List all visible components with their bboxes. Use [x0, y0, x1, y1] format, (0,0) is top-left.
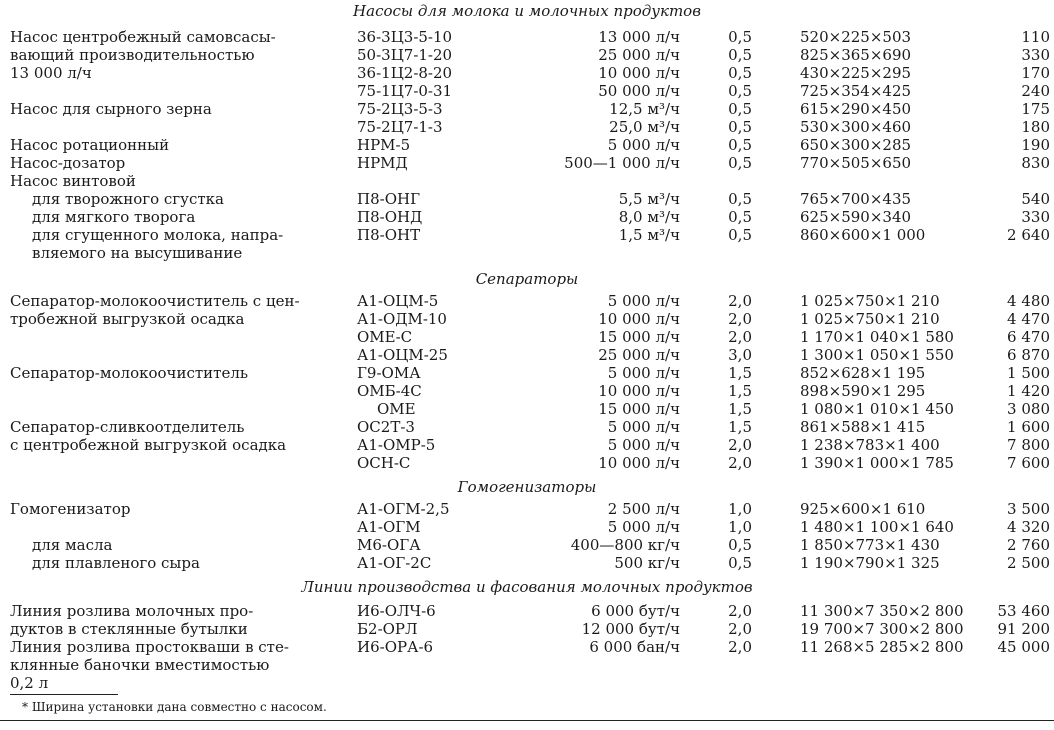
- table-row: [0, 500, 1054, 518]
- row-dimensions: 1 238×783×1 400: [800, 436, 940, 454]
- table-row: [0, 382, 1054, 400]
- row-capacity: 50 000 л/ч: [598, 82, 680, 100]
- row-capacity: 6 000 бан/ч: [589, 638, 680, 656]
- row-mass: 830: [1021, 154, 1050, 172]
- row-dimensions: 19 700×7 300×2 800: [800, 620, 964, 638]
- table-row: [0, 418, 1054, 436]
- row-dimensions: 825×365×690: [800, 46, 912, 64]
- table-row: [0, 656, 1054, 674]
- table-row: [0, 436, 1054, 454]
- table-row: [0, 190, 1054, 208]
- table-row: [0, 28, 1054, 46]
- row-power: 0,5: [728, 536, 752, 554]
- row-dimensions: 615×290×450: [800, 100, 912, 118]
- row-mass: 110: [1021, 28, 1050, 46]
- row-power: 1,0: [728, 500, 752, 518]
- row-name: Насос винтовой: [10, 172, 136, 190]
- row-power: 0,5: [728, 82, 752, 100]
- row-model: Г9-ОМА: [357, 364, 421, 382]
- row-capacity: 25,0 м³/ч: [609, 118, 680, 136]
- table-row: [0, 82, 1054, 100]
- table-row: [0, 364, 1054, 382]
- table-row: [0, 400, 1054, 418]
- row-mass: 330: [1021, 46, 1050, 64]
- row-power: 2,0: [728, 620, 752, 638]
- row-name: Сепаратор-сливкоотделитель: [10, 418, 245, 436]
- row-mass: 7 600: [1007, 454, 1050, 472]
- row-name: для мягкого творога: [32, 208, 196, 226]
- row-capacity: 25 000 л/ч: [598, 46, 680, 64]
- table-row: [0, 226, 1054, 244]
- row-capacity: 5 000 л/ч: [607, 364, 680, 382]
- row-name: Сепаратор-молокоочиститель: [10, 364, 249, 382]
- row-name: Линия розлива простокваши в сте-: [10, 638, 289, 656]
- row-model: ОСН-С: [357, 454, 411, 472]
- row-capacity: 13 000 л/ч: [598, 28, 680, 46]
- row-dimensions: 770×505×650: [800, 154, 912, 172]
- row-dimensions: 11 268×5 285×2 800: [800, 638, 964, 656]
- row-capacity: 2 500 л/ч: [607, 500, 680, 518]
- row-model: НРМД: [357, 154, 408, 172]
- row-power: 1,5: [728, 382, 752, 400]
- table-row: [0, 620, 1054, 638]
- row-dimensions: 1 190×790×1 325: [800, 554, 940, 572]
- row-power: 0,5: [728, 154, 752, 172]
- row-dimensions: 861×588×1 415: [800, 418, 926, 436]
- row-model: А1-ОГМ: [357, 518, 421, 536]
- row-dimensions: 650×300×285: [800, 136, 912, 154]
- row-name: вающий производительностью: [10, 46, 255, 64]
- table-row: [0, 638, 1054, 656]
- row-mass: 6 470: [1007, 328, 1050, 346]
- row-mass: 3 080: [1007, 400, 1050, 418]
- row-mass: 175: [1021, 100, 1050, 118]
- row-name: Насос-дозатор: [10, 154, 126, 172]
- row-dimensions: 852×628×1 195: [800, 364, 926, 382]
- row-dimensions: 725×354×425: [800, 82, 912, 100]
- row-model: 75-2Ц3-5-3: [357, 100, 443, 118]
- row-power: 0,5: [728, 554, 752, 572]
- row-model: П8-ОНГ: [357, 190, 421, 208]
- row-model: М6-ОГА: [357, 536, 421, 554]
- row-model: ОМЕ: [377, 400, 416, 418]
- table-row: [0, 244, 1054, 262]
- row-dimensions: 11 300×7 350×2 800: [800, 602, 964, 620]
- row-capacity: 8,0 м³/ч: [618, 208, 680, 226]
- row-mass: 7 800: [1007, 436, 1050, 454]
- row-name: для масла: [32, 536, 113, 554]
- row-capacity: 5 000 л/ч: [607, 136, 680, 154]
- row-mass: 2 640: [1007, 226, 1050, 244]
- row-mass: 1 500: [1007, 364, 1050, 382]
- row-power: 0,5: [728, 64, 752, 82]
- row-model: А1-ОМР-5: [357, 436, 436, 454]
- row-model: 36-3Ц3-5-10: [357, 28, 453, 46]
- row-power: 2,0: [728, 292, 752, 310]
- row-capacity: 25 000 л/ч: [598, 346, 680, 364]
- row-model: 50-3Ц7-1-20: [357, 46, 453, 64]
- row-model: ОМЕ-С: [357, 328, 413, 346]
- row-name: клянные баночки вместимостью: [10, 656, 270, 674]
- row-mass: 1 600: [1007, 418, 1050, 436]
- row-model: А1-ОЦМ-5: [357, 292, 439, 310]
- row-model: А1-ОДМ-10: [357, 310, 447, 328]
- table-row: [0, 100, 1054, 118]
- row-capacity: 400—800 кг/ч: [570, 536, 680, 554]
- row-name: тробежной выгрузкой осадка: [10, 310, 245, 328]
- row-power: 1,5: [728, 364, 752, 382]
- row-model: 36-1Ц2-8-20: [357, 64, 453, 82]
- row-dimensions: 1 850×773×1 430: [800, 536, 940, 554]
- row-capacity: 12,5 м³/ч: [609, 100, 680, 118]
- bottom-rule: [0, 720, 1054, 721]
- row-mass: 53 460: [997, 602, 1050, 620]
- row-capacity: 1,5 м³/ч: [618, 226, 680, 244]
- row-dimensions: 625×590×340: [800, 208, 912, 226]
- row-power: 0,5: [728, 208, 752, 226]
- row-mass: 170: [1021, 64, 1050, 82]
- row-name: дуктов в стеклянные бутылки: [10, 620, 248, 638]
- row-dimensions: 1 025×750×1 210: [800, 292, 940, 310]
- row-capacity: 6 000 бут/ч: [591, 602, 680, 620]
- row-model: А1-ОЦМ-25: [357, 346, 448, 364]
- table-row: [0, 208, 1054, 226]
- row-power: 2,0: [728, 328, 752, 346]
- row-capacity: 5 000 л/ч: [607, 292, 680, 310]
- row-capacity: 12 000 бут/ч: [581, 620, 680, 638]
- table-row: [0, 118, 1054, 136]
- row-dimensions: 1 025×750×1 210: [800, 310, 940, 328]
- row-model: И6-ОЛЧ-6: [357, 602, 436, 620]
- row-mass: 2 500: [1007, 554, 1050, 572]
- row-model: И6-ОРА-6: [357, 638, 434, 656]
- row-dimensions: 1 170×1 040×1 580: [800, 328, 954, 346]
- footnote: * Ширина установки дана совместно с насосом.: [22, 700, 327, 714]
- row-capacity: 5 000 л/ч: [607, 418, 680, 436]
- row-model: 75-2Ц7-1-3: [357, 118, 443, 136]
- row-name: 13 000 л/ч: [10, 64, 92, 82]
- row-mass: 4 470: [1007, 310, 1050, 328]
- table-row: [0, 136, 1054, 154]
- row-mass: 2 760: [1007, 536, 1050, 554]
- table-row: [0, 310, 1054, 328]
- row-model: ОМБ-4С: [357, 382, 422, 400]
- row-capacity: 5 000 л/ч: [607, 436, 680, 454]
- row-power: 0,5: [728, 46, 752, 64]
- row-capacity: 10 000 л/ч: [598, 454, 680, 472]
- row-capacity: 15 000 л/ч: [598, 328, 680, 346]
- table-row: [0, 46, 1054, 64]
- section-title-separators: Сепараторы: [475, 270, 579, 288]
- row-name: для творожного сгустка: [32, 190, 224, 208]
- row-power: 0,5: [728, 226, 752, 244]
- row-name: Линия розлива молочных про-: [10, 602, 254, 620]
- row-mass: 6 870: [1007, 346, 1050, 364]
- row-mass: 540: [1021, 190, 1050, 208]
- table-row: [0, 172, 1054, 190]
- row-mass: 240: [1021, 82, 1050, 100]
- row-dimensions: 1 480×1 100×1 640: [800, 518, 954, 536]
- row-mass: 4 320: [1007, 518, 1050, 536]
- row-dimensions: 1 080×1 010×1 450: [800, 400, 954, 418]
- row-power: 1,5: [728, 418, 752, 436]
- row-dimensions: 1 300×1 050×1 550: [800, 346, 954, 364]
- row-power: 0,5: [728, 100, 752, 118]
- row-power: 0,5: [728, 28, 752, 46]
- row-dimensions: 765×700×435: [800, 190, 912, 208]
- row-dimensions: 898×590×1 295: [800, 382, 926, 400]
- row-name: вляемого на высушивание: [32, 244, 243, 262]
- row-power: 2,0: [728, 602, 752, 620]
- row-power: 0,5: [728, 118, 752, 136]
- row-dimensions: 530×300×460: [800, 118, 912, 136]
- row-power: 2,0: [728, 436, 752, 454]
- row-model: ОС2Т-3: [357, 418, 415, 436]
- row-name: Насос центробежный самовсасы-: [10, 28, 276, 46]
- table-row: [0, 64, 1054, 82]
- table-row: [0, 674, 1054, 692]
- row-name: с центробежной выгрузкой осадка: [10, 436, 287, 454]
- row-dimensions: 430×225×295: [800, 64, 912, 82]
- row-name: 0,2 л: [10, 674, 49, 692]
- row-power: 1,5: [728, 400, 752, 418]
- table-row: [0, 518, 1054, 536]
- row-dimensions: 925×600×1 610: [800, 500, 926, 518]
- row-mass: 1 420: [1007, 382, 1050, 400]
- section-title-homogenizers: Гомогенизаторы: [457, 478, 597, 496]
- row-capacity: 10 000 л/ч: [598, 310, 680, 328]
- row-capacity: 10 000 л/ч: [598, 64, 680, 82]
- row-mass: 4 480: [1007, 292, 1050, 310]
- table-row: [0, 292, 1054, 310]
- row-power: 2,0: [728, 310, 752, 328]
- row-power: 0,5: [728, 136, 752, 154]
- row-name: Насос ротационный: [10, 136, 170, 154]
- row-model: А1-ОГ-2С: [357, 554, 432, 572]
- row-power: 2,0: [728, 638, 752, 656]
- row-dimensions: 860×600×1 000: [800, 226, 926, 244]
- row-power: 1,0: [728, 518, 752, 536]
- row-capacity: 500 кг/ч: [614, 554, 680, 572]
- row-model: НРМ-5: [357, 136, 411, 154]
- row-mass: 45 000: [997, 638, 1050, 656]
- table-row: [0, 154, 1054, 172]
- section-title-pumps: Насосы для молока и молочных продуктов: [353, 2, 701, 20]
- row-capacity: 5 000 л/ч: [607, 518, 680, 536]
- row-power: 2,0: [728, 454, 752, 472]
- table-row: [0, 346, 1054, 364]
- section-title-production-lines: Линии производства и фасования молочных продуктов: [301, 578, 753, 596]
- row-name: для сгущенного молока, напра-: [32, 226, 284, 244]
- table-row: [0, 454, 1054, 472]
- table-row: [0, 328, 1054, 346]
- row-capacity: 10 000 л/ч: [598, 382, 680, 400]
- row-dimensions: 520×225×503: [800, 28, 912, 46]
- row-name: для плавленого сыра: [32, 554, 200, 572]
- row-mass: 3 500: [1007, 500, 1050, 518]
- row-model: П8-ОНД: [357, 208, 423, 226]
- row-dimensions: 1 390×1 000×1 785: [800, 454, 954, 472]
- table-row: [0, 602, 1054, 620]
- row-name: Сепаратор-молокоочиститель с цен-: [10, 292, 300, 310]
- row-name: Гомогенизатор: [10, 500, 131, 518]
- row-model: 75-1Ц7-0-31: [357, 82, 453, 100]
- row-name: Насос для сырного зерна: [10, 100, 212, 118]
- row-model: П8-ОНТ: [357, 226, 421, 244]
- table-row: [0, 554, 1054, 572]
- row-capacity: 5,5 м³/ч: [618, 190, 680, 208]
- row-mass: 190: [1021, 136, 1050, 154]
- row-model: Б2-ОРЛ: [357, 620, 418, 638]
- table-row: [0, 536, 1054, 554]
- row-power: 0,5: [728, 190, 752, 208]
- row-mass: 91 200: [997, 620, 1050, 638]
- row-power: 3,0: [728, 346, 752, 364]
- row-capacity: 15 000 л/ч: [598, 400, 680, 418]
- footnote-rule: [10, 694, 118, 695]
- row-model: А1-ОГМ-2,5: [357, 500, 450, 518]
- row-capacity: 500—1 000 л/ч: [564, 154, 680, 172]
- row-mass: 180: [1021, 118, 1050, 136]
- row-mass: 330: [1021, 208, 1050, 226]
